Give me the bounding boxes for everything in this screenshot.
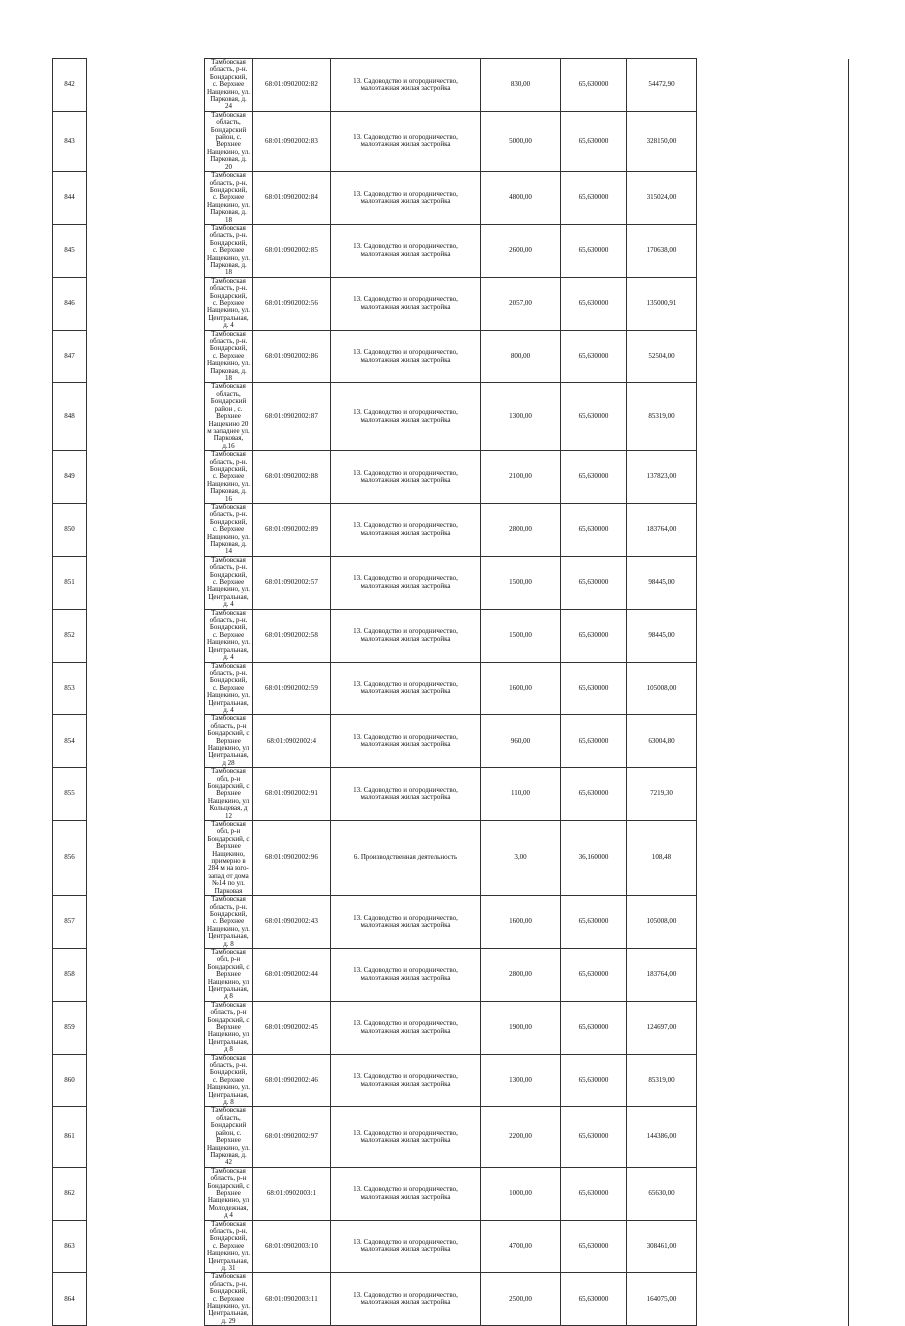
value-cell: 7219,30 <box>627 768 697 821</box>
value-cell: 85319,00 <box>627 383 697 451</box>
rate-cell: 65,630000 <box>561 662 627 715</box>
cadastral-number-cell: 68:01:0902002:89 <box>253 503 331 556</box>
spacer-cell <box>87 1054 205 1107</box>
table-row <box>53 330 849 383</box>
land-use-cell: 13. Садоводство и огородничество, малоэтажная жилая застройка <box>331 503 481 556</box>
row-number-cell: 850 <box>53 503 87 556</box>
area-cell: 1600,00 <box>481 662 561 715</box>
spacer-cell <box>87 330 205 383</box>
row-number-cell: 854 <box>53 715 87 768</box>
cadastral-number-cell: 68:01:0902002:83 <box>253 111 331 171</box>
row-number-cell: 858 <box>53 948 87 1001</box>
rate-cell: 65,630000 <box>561 172 627 225</box>
spacer-cell <box>87 715 205 768</box>
address-cell: Тамбовская область, р-н. Бондарский, с. Верхнее Нащекино, ул. Центральная, д. 31 <box>205 1220 253 1273</box>
area-cell: 1500,00 <box>481 556 561 609</box>
cadastral-number-cell: 68:01:0902003:1 <box>253 1167 331 1220</box>
area-cell: 5000,00 <box>481 111 561 171</box>
spacer-cell <box>697 1001 849 1054</box>
cadastral-number-cell: 68:01:0902002:58 <box>253 609 331 662</box>
value-cell: 183764,00 <box>627 503 697 556</box>
rate-cell: 65,630000 <box>561 451 627 504</box>
table-row <box>53 383 849 451</box>
spacer-cell <box>87 896 205 949</box>
spacer-cell <box>697 277 849 330</box>
land-use-cell: 13. Садоводство и огородничество, малоэтажная жилая застройка <box>331 556 481 609</box>
table-body <box>53 59 849 1326</box>
row-number-cell: 860 <box>53 1054 87 1107</box>
row-number-cell: 849 <box>53 451 87 504</box>
table-row <box>53 768 849 821</box>
table-row <box>53 1167 849 1220</box>
value-cell: 315024,00 <box>627 172 697 225</box>
spacer-cell <box>697 896 849 949</box>
row-number-cell: 851 <box>53 556 87 609</box>
spacer-cell <box>87 451 205 504</box>
cadastral-number-cell: 68:01:0902002:56 <box>253 277 331 330</box>
row-number-cell: 859 <box>53 1001 87 1054</box>
row-number-cell: 846 <box>53 277 87 330</box>
rate-cell: 65,630000 <box>561 1001 627 1054</box>
address-cell: Тамбовская область, р-н. Бондарский, с. Верхнее Нащекино, ул. Парковая, д. 24 <box>205 59 253 112</box>
area-cell: 2800,00 <box>481 948 561 1001</box>
cadastral-number-cell: 68:01:0902002:46 <box>253 1054 331 1107</box>
table-row <box>53 556 849 609</box>
cadastral-number-cell: 68:01:0902002:86 <box>253 330 331 383</box>
spacer-cell <box>697 172 849 225</box>
cadastral-number-cell: 68:01:0902002:45 <box>253 1001 331 1054</box>
land-use-cell: 13. Садоводство и огородничество, малоэтажная жилая застройка <box>331 277 481 330</box>
land-use-cell: 13. Садоводство и огородничество, малоэтажная жилая застройка <box>331 1220 481 1273</box>
table-row <box>53 172 849 225</box>
spacer-cell <box>87 1273 205 1326</box>
land-use-cell: 13. Садоводство и огородничество, малоэтажная жилая застройка <box>331 948 481 1001</box>
value-cell: 308461,00 <box>627 1220 697 1273</box>
value-cell: 98445,00 <box>627 609 697 662</box>
spacer-cell <box>697 1107 849 1167</box>
address-cell: Тамбовская область, р-н. Бондарский, с. Верхнее Нащекино, ул. Центральная, д. 29 <box>205 1273 253 1326</box>
cadastral-number-cell: 68:01:0902002:97 <box>253 1107 331 1167</box>
spacer-cell <box>87 111 205 171</box>
area-cell: 1500,00 <box>481 609 561 662</box>
cadastral-number-cell: 68:01:0902003:11 <box>253 1273 331 1326</box>
spacer-cell <box>87 503 205 556</box>
area-cell: 1000,00 <box>481 1167 561 1220</box>
value-cell: 328150,00 <box>627 111 697 171</box>
cadastral-number-cell: 68:01:0902002:59 <box>253 662 331 715</box>
rate-cell: 65,630000 <box>561 715 627 768</box>
value-cell: 183764,00 <box>627 948 697 1001</box>
value-cell: 164075,00 <box>627 1273 697 1326</box>
spacer-cell <box>697 662 849 715</box>
rate-cell: 65,630000 <box>561 1273 627 1326</box>
table-row <box>53 111 849 171</box>
value-cell: 135000,91 <box>627 277 697 330</box>
table-row <box>53 503 849 556</box>
spacer-cell <box>697 715 849 768</box>
spacer-cell <box>87 609 205 662</box>
table-row <box>53 451 849 504</box>
row-number-cell: 844 <box>53 172 87 225</box>
area-cell: 1600,00 <box>481 896 561 949</box>
land-use-cell: 13. Садоводство и огородничество, малоэтажная жилая застройка <box>331 662 481 715</box>
area-cell: 2200,00 <box>481 1107 561 1167</box>
land-use-cell: 13. Садоводство и огородничество, малоэтажная жилая застройка <box>331 1167 481 1220</box>
row-number-cell: 855 <box>53 768 87 821</box>
cadastral-table <box>52 58 849 1326</box>
spacer-cell <box>697 111 849 171</box>
row-number-cell: 853 <box>53 662 87 715</box>
row-number-cell: 848 <box>53 383 87 451</box>
rate-cell: 65,630000 <box>561 1220 627 1273</box>
area-cell: 2800,00 <box>481 503 561 556</box>
area-cell: 2500,00 <box>481 1273 561 1326</box>
spacer-cell <box>697 821 849 896</box>
table-row <box>53 896 849 949</box>
area-cell: 2100,00 <box>481 451 561 504</box>
spacer-cell <box>87 1220 205 1273</box>
spacer-cell <box>697 609 849 662</box>
area-cell: 1900,00 <box>481 1001 561 1054</box>
cadastral-number-cell: 68:01:0902002:84 <box>253 172 331 225</box>
address-cell: Тамбовская область, р-н. Бондарский, с. Верхнее Нащекино, ул. Центральная, д. 4 <box>205 556 253 609</box>
spacer-cell <box>87 224 205 277</box>
spacer-cell <box>697 1167 849 1220</box>
value-cell: 65630,00 <box>627 1167 697 1220</box>
value-cell: 63004,80 <box>627 715 697 768</box>
table-row <box>53 1054 849 1107</box>
address-cell: Тамбовская область, р-н Бондарский, с Верхнее Нащекино, ул Молодежная, д 4 <box>205 1167 253 1220</box>
land-use-cell: 13. Садоводство и огородничество, малоэтажная жилая застройка <box>331 1107 481 1167</box>
spacer-cell <box>697 59 849 112</box>
area-cell: 110,00 <box>481 768 561 821</box>
rate-cell: 65,630000 <box>561 896 627 949</box>
table-row <box>53 1001 849 1054</box>
address-cell: Тамбовская область, Бондарский район, с. Верхнее Нащекино, ул. Парковая, д. 42 <box>205 1107 253 1167</box>
land-use-cell: 13. Садоводство и огородничество, малоэтажная жилая застройка <box>331 111 481 171</box>
spacer-cell <box>697 330 849 383</box>
rate-cell: 65,630000 <box>561 59 627 112</box>
table-row <box>53 224 849 277</box>
area-cell: 2057,00 <box>481 277 561 330</box>
cadastral-number-cell: 68:01:0902002:4 <box>253 715 331 768</box>
rate-cell: 65,630000 <box>561 768 627 821</box>
cadastral-number-cell: 68:01:0902002:96 <box>253 821 331 896</box>
table-row <box>53 948 849 1001</box>
table-row <box>53 662 849 715</box>
value-cell: 137823,00 <box>627 451 697 504</box>
table-row <box>53 59 849 112</box>
address-cell: Тамбовская область, Бондарский район , с. Верхнее Нащекино 20 м западнее ул. Парковая, д.16 <box>205 383 253 451</box>
row-number-cell: 862 <box>53 1167 87 1220</box>
area-cell: 4700,00 <box>481 1220 561 1273</box>
land-use-cell: 13. Садоводство и огородничество, малоэтажная жилая застройка <box>331 609 481 662</box>
cadastral-number-cell: 68:01:0902002:82 <box>253 59 331 112</box>
land-use-cell: 13. Садоводство и огородничество, малоэтажная жилая застройка <box>331 330 481 383</box>
table-row <box>53 277 849 330</box>
land-use-cell: 13. Садоводство и огородничество, малоэтажная жилая застройка <box>331 1001 481 1054</box>
value-cell: 144386,00 <box>627 1107 697 1167</box>
land-use-cell: 13. Садоводство и огородничество, малоэтажная жилая застройка <box>331 59 481 112</box>
land-use-cell: 13. Садоводство и огородничество, малоэтажная жилая застройка <box>331 451 481 504</box>
cadastral-number-cell: 68:01:0902002:43 <box>253 896 331 949</box>
address-cell: Тамбовская область, р-н. Бондарский, с. Верхнее Нащекино, ул. Парковая, д. 16 <box>205 451 253 504</box>
spacer-cell <box>87 821 205 896</box>
row-number-cell: 847 <box>53 330 87 383</box>
rate-cell: 36,160000 <box>561 821 627 896</box>
row-number-cell: 842 <box>53 59 87 112</box>
spacer-cell <box>87 59 205 112</box>
land-use-cell: 13. Садоводство и огородничество, малоэтажная жилая застройка <box>331 768 481 821</box>
spacer-cell <box>87 948 205 1001</box>
address-cell: Тамбовская обл, р-н Бондарский, с Верхнее Нащекино, ул Центральная, д 8 <box>205 948 253 1001</box>
spacer-cell <box>87 1167 205 1220</box>
value-cell: 170638,00 <box>627 224 697 277</box>
spacer-cell <box>697 1273 849 1326</box>
address-cell: Тамбовская обл, р-н Бондарский, с Верхнее Нащекино, ул Кольцевая, д 12 <box>205 768 253 821</box>
value-cell: 54472,90 <box>627 59 697 112</box>
spacer-cell <box>87 1001 205 1054</box>
address-cell: Тамбовская область, р-н. Бондарский, с. Верхнее Нащекино, ул. Парковая, д. 18 <box>205 172 253 225</box>
spacer-cell <box>697 556 849 609</box>
rate-cell: 65,630000 <box>561 111 627 171</box>
table-row <box>53 821 849 896</box>
rate-cell: 65,630000 <box>561 383 627 451</box>
spacer-cell <box>87 383 205 451</box>
rate-cell: 65,630000 <box>561 1054 627 1107</box>
address-cell: Тамбовская область, р-н. Бондарский, с. Верхнее Нащекино, ул. Центральная, д. 4 <box>205 277 253 330</box>
row-number-cell: 857 <box>53 896 87 949</box>
spacer-cell <box>697 383 849 451</box>
spacer-cell <box>697 1220 849 1273</box>
area-cell: 2600,00 <box>481 224 561 277</box>
land-use-cell: 6. Производственная деятельность <box>331 821 481 896</box>
rate-cell: 65,630000 <box>561 277 627 330</box>
area-cell: 1300,00 <box>481 383 561 451</box>
spacer-cell <box>87 556 205 609</box>
spacer-cell <box>87 1107 205 1167</box>
address-cell: Тамбовская область, р-н Бондарский, с Верхнее Нащекино, ул Центральная, д 28 <box>205 715 253 768</box>
spacer-cell <box>697 768 849 821</box>
rate-cell: 65,630000 <box>561 556 627 609</box>
row-number-cell: 845 <box>53 224 87 277</box>
spacer-cell <box>697 1054 849 1107</box>
area-cell: 800,00 <box>481 330 561 383</box>
rate-cell: 65,630000 <box>561 224 627 277</box>
area-cell: 960,00 <box>481 715 561 768</box>
address-cell: Тамбовская область, р-н. Бондарский, с. Верхнее Нащекино, ул. Парковая, д. 18 <box>205 224 253 277</box>
address-cell: Тамбовская область, р-н. Бондарский, с. Верхнее Нащекино, ул. Центральная, д. 4 <box>205 609 253 662</box>
row-number-cell: 856 <box>53 821 87 896</box>
row-number-cell: 852 <box>53 609 87 662</box>
value-cell: 105008,00 <box>627 662 697 715</box>
address-cell: Тамбовская область, р-н. Бондарский, с. Верхнее Нащекино, ул. Центральная, д. 8 <box>205 896 253 949</box>
cadastral-number-cell: 68:01:0902002:85 <box>253 224 331 277</box>
land-use-cell: 13. Садоводство и огородничество, малоэтажная жилая застройка <box>331 1054 481 1107</box>
spacer-cell <box>697 503 849 556</box>
area-cell: 4800,00 <box>481 172 561 225</box>
value-cell: 52504,00 <box>627 330 697 383</box>
spacer-cell <box>697 451 849 504</box>
address-cell: Тамбовская обл, р-н Бондарский, с Верхнее Нащекино, примерно в 284 м на юго-запад от дома №14 по ул. Парковая <box>205 821 253 896</box>
table-row <box>53 1220 849 1273</box>
address-cell: Тамбовская область, Бондарский район, с. Верхнее Нащекино, ул. Парковая, д. 20 <box>205 111 253 171</box>
land-use-cell: 13. Садоводство и огородничество, малоэтажная жилая застройка <box>331 383 481 451</box>
table-row <box>53 715 849 768</box>
cadastral-number-cell: 68:01:0902003:10 <box>253 1220 331 1273</box>
address-cell: Тамбовская область, р-н. Бондарский, с. Верхнее Нащекино, ул. Центральная, д. 8 <box>205 1054 253 1107</box>
cadastral-number-cell: 68:01:0902002:44 <box>253 948 331 1001</box>
area-cell: 1300,00 <box>481 1054 561 1107</box>
spacer-cell <box>87 172 205 225</box>
value-cell: 98445,00 <box>627 556 697 609</box>
spacer-cell <box>697 224 849 277</box>
spacer-cell <box>87 662 205 715</box>
value-cell: 124697,00 <box>627 1001 697 1054</box>
land-use-cell: 13. Садоводство и огородничество, малоэтажная жилая застройка <box>331 1273 481 1326</box>
land-use-cell: 13. Садоводство и огородничество, малоэтажная жилая застройка <box>331 896 481 949</box>
spacer-cell <box>697 948 849 1001</box>
address-cell: Тамбовская область, р-н Бондарский, с Верхнее Нащекино, ул Центральная, д 8 <box>205 1001 253 1054</box>
area-cell: 830,00 <box>481 59 561 112</box>
value-cell: 108,48 <box>627 821 697 896</box>
cadastral-number-cell: 68:01:0902002:91 <box>253 768 331 821</box>
address-cell: Тамбовская область, р-н. Бондарский, с. Верхнее Нащекино, ул. Парковая, д. 18 <box>205 330 253 383</box>
cadastral-number-cell: 68:01:0902002:87 <box>253 383 331 451</box>
land-use-cell: 13. Садоводство и огородничество, малоэтажная жилая застройка <box>331 715 481 768</box>
area-cell: 3,00 <box>481 821 561 896</box>
rate-cell: 65,630000 <box>561 948 627 1001</box>
land-use-cell: 13. Садоводство и огородничество, малоэтажная жилая застройка <box>331 172 481 225</box>
cadastral-number-cell: 68:01:0902002:88 <box>253 451 331 504</box>
table-row <box>53 1107 849 1167</box>
row-number-cell: 843 <box>53 111 87 171</box>
spacer-cell <box>87 277 205 330</box>
value-cell: 85319,00 <box>627 1054 697 1107</box>
table-row <box>53 609 849 662</box>
land-use-cell: 13. Садоводство и огородничество, малоэтажная жилая застройка <box>331 224 481 277</box>
rate-cell: 65,630000 <box>561 1167 627 1220</box>
address-cell: Тамбовская область, р-н. Бондарский, с. Верхнее Нащекино, ул. Парковая, д. 14 <box>205 503 253 556</box>
rate-cell: 65,630000 <box>561 503 627 556</box>
cadastral-number-cell: 68:01:0902002:57 <box>253 556 331 609</box>
address-cell: Тамбовская область, р-н. Бондарский, с. Верхнее Нащекино, ул. Центральная, д. 4 <box>205 662 253 715</box>
row-number-cell: 863 <box>53 1220 87 1273</box>
row-number-cell: 864 <box>53 1273 87 1326</box>
rate-cell: 65,630000 <box>561 609 627 662</box>
spacer-cell <box>87 768 205 821</box>
row-number-cell: 861 <box>53 1107 87 1167</box>
value-cell: 105008,00 <box>627 896 697 949</box>
rate-cell: 65,630000 <box>561 330 627 383</box>
rate-cell: 65,630000 <box>561 1107 627 1167</box>
table-row <box>53 1273 849 1326</box>
